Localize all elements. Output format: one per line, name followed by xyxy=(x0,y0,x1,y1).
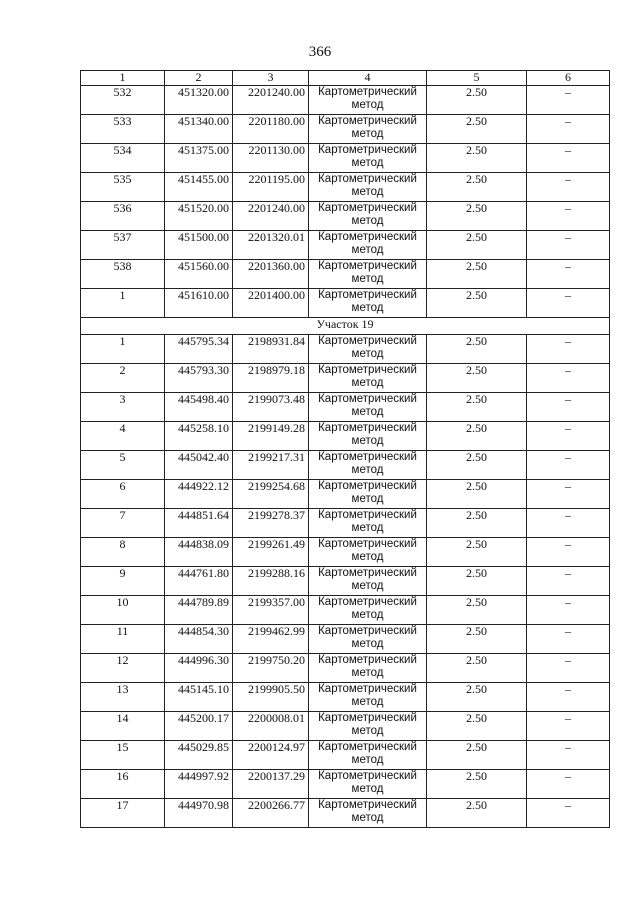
accuracy-cell: 2.50 xyxy=(427,260,527,289)
y-coordinate-cell: 2201180.00 xyxy=(233,115,309,144)
accuracy-cell: 2.50 xyxy=(427,144,527,173)
point-number-cell: 15 xyxy=(81,741,165,770)
x-coordinate-cell: 445795.34 xyxy=(165,335,233,364)
x-coordinate-cell: 445200.17 xyxy=(165,712,233,741)
accuracy-cell: 2.50 xyxy=(427,335,527,364)
method-cell: Картометрический метод xyxy=(309,683,427,712)
y-coordinate-cell: 2199261.49 xyxy=(233,538,309,567)
accuracy-cell: 2.50 xyxy=(427,741,527,770)
table-row xyxy=(81,173,610,202)
note-cell: – xyxy=(527,770,610,799)
x-coordinate-cell: 451455.00 xyxy=(165,173,233,202)
note-cell: – xyxy=(527,115,610,144)
table-row xyxy=(81,567,610,596)
table-row xyxy=(81,86,610,115)
note-cell: – xyxy=(527,202,610,231)
y-coordinate-cell: 2201240.00 xyxy=(233,86,309,115)
y-coordinate-cell: 2200008.01 xyxy=(233,712,309,741)
point-number-cell: 11 xyxy=(81,625,165,654)
note-cell: – xyxy=(527,799,610,828)
point-number-cell: 16 xyxy=(81,770,165,799)
method-cell: Картометрический метод xyxy=(309,509,427,538)
note-cell: – xyxy=(527,364,610,393)
accuracy-cell: 2.50 xyxy=(427,770,527,799)
point-number-cell: 8 xyxy=(81,538,165,567)
x-coordinate-cell: 444838.09 xyxy=(165,538,233,567)
section-title: Участок 19 xyxy=(81,318,610,335)
note-cell: – xyxy=(527,509,610,538)
table-row xyxy=(81,741,610,770)
method-cell: Картометрический метод xyxy=(309,770,427,799)
section-row xyxy=(81,318,610,335)
note-cell: – xyxy=(527,625,610,654)
y-coordinate-cell: 2199254.68 xyxy=(233,480,309,509)
y-coordinate-cell: 2199278.37 xyxy=(233,509,309,538)
note-cell: – xyxy=(527,596,610,625)
table-row xyxy=(81,625,610,654)
y-coordinate-cell: 2201320.01 xyxy=(233,231,309,260)
point-number-cell: 9 xyxy=(81,567,165,596)
table-row xyxy=(81,712,610,741)
note-cell: – xyxy=(527,683,610,712)
method-cell: Картометрический метод xyxy=(309,625,427,654)
y-coordinate-cell: 2199288.16 xyxy=(233,567,309,596)
method-cell: Картометрический метод xyxy=(309,741,427,770)
table-row xyxy=(81,451,610,480)
accuracy-cell: 2.50 xyxy=(427,86,527,115)
accuracy-cell: 2.50 xyxy=(427,625,527,654)
note-cell: – xyxy=(527,86,610,115)
method-cell: Картометрический метод xyxy=(309,231,427,260)
accuracy-cell: 2.50 xyxy=(427,799,527,828)
method-cell: Картометрический метод xyxy=(309,712,427,741)
method-cell: Картометрический метод xyxy=(309,202,427,231)
table-row xyxy=(81,654,610,683)
y-coordinate-cell: 2198979.18 xyxy=(233,364,309,393)
x-coordinate-cell: 444761.80 xyxy=(165,567,233,596)
y-coordinate-cell: 2199357.00 xyxy=(233,596,309,625)
point-number-cell: 535 xyxy=(81,173,165,202)
note-cell: – xyxy=(527,451,610,480)
accuracy-cell: 2.50 xyxy=(427,509,527,538)
x-coordinate-cell: 445145.10 xyxy=(165,683,233,712)
x-coordinate-cell: 451500.00 xyxy=(165,231,233,260)
x-coordinate-cell: 451375.00 xyxy=(165,144,233,173)
note-cell: – xyxy=(527,567,610,596)
y-coordinate-cell: 2199462.99 xyxy=(233,625,309,654)
point-number-cell: 536 xyxy=(81,202,165,231)
accuracy-cell: 2.50 xyxy=(427,596,527,625)
point-number-cell: 534 xyxy=(81,144,165,173)
header-cell: 5 xyxy=(427,71,527,86)
point-number-cell: 3 xyxy=(81,393,165,422)
note-cell: – xyxy=(527,480,610,509)
point-number-cell: 1 xyxy=(81,289,165,318)
x-coordinate-cell: 445029.85 xyxy=(165,741,233,770)
method-cell: Картометрический метод xyxy=(309,596,427,625)
y-coordinate-cell: 2199905.50 xyxy=(233,683,309,712)
point-number-cell: 2 xyxy=(81,364,165,393)
method-cell: Картометрический метод xyxy=(309,364,427,393)
note-cell: – xyxy=(527,231,610,260)
x-coordinate-cell: 451610.00 xyxy=(165,289,233,318)
point-number-cell: 10 xyxy=(81,596,165,625)
y-coordinate-cell: 2200137.29 xyxy=(233,770,309,799)
method-cell: Картометрический метод xyxy=(309,799,427,828)
point-number-cell: 537 xyxy=(81,231,165,260)
note-cell: – xyxy=(527,144,610,173)
y-coordinate-cell: 2199073.48 xyxy=(233,393,309,422)
y-coordinate-cell: 2200266.77 xyxy=(233,799,309,828)
point-number-cell: 5 xyxy=(81,451,165,480)
x-coordinate-cell: 445042.40 xyxy=(165,451,233,480)
table-row xyxy=(81,509,610,538)
table-row xyxy=(81,115,610,144)
y-coordinate-cell: 2199149.28 xyxy=(233,422,309,451)
method-cell: Картометрический метод xyxy=(309,335,427,364)
point-number-cell: 12 xyxy=(81,654,165,683)
method-cell: Картометрический метод xyxy=(309,480,427,509)
table-row xyxy=(81,231,610,260)
header-cell: 3 xyxy=(233,71,309,86)
coordinates-table xyxy=(80,70,610,828)
point-number-cell: 532 xyxy=(81,86,165,115)
table-row xyxy=(81,596,610,625)
accuracy-cell: 2.50 xyxy=(427,422,527,451)
method-cell: Картометрический метод xyxy=(309,144,427,173)
point-number-cell: 6 xyxy=(81,480,165,509)
x-coordinate-cell: 451520.00 xyxy=(165,202,233,231)
point-number-cell: 7 xyxy=(81,509,165,538)
header-cell: 1 xyxy=(81,71,165,86)
accuracy-cell: 2.50 xyxy=(427,538,527,567)
method-cell: Картометрический метод xyxy=(309,422,427,451)
table-row xyxy=(81,770,610,799)
x-coordinate-cell: 444996.30 xyxy=(165,654,233,683)
table-row xyxy=(81,202,610,231)
x-coordinate-cell: 444922.12 xyxy=(165,480,233,509)
method-cell: Картометрический метод xyxy=(309,86,427,115)
x-coordinate-cell: 445498.40 xyxy=(165,393,233,422)
accuracy-cell: 2.50 xyxy=(427,231,527,260)
method-cell: Картометрический метод xyxy=(309,567,427,596)
x-coordinate-cell: 444970.98 xyxy=(165,799,233,828)
x-coordinate-cell: 444851.64 xyxy=(165,509,233,538)
point-number-cell: 13 xyxy=(81,683,165,712)
header-cell: 4 xyxy=(309,71,427,86)
y-coordinate-cell: 2199750.20 xyxy=(233,654,309,683)
method-cell: Картометрический метод xyxy=(309,173,427,202)
x-coordinate-cell: 444789.89 xyxy=(165,596,233,625)
table-row xyxy=(81,335,610,364)
method-cell: Картометрический метод xyxy=(309,289,427,318)
table-row xyxy=(81,364,610,393)
y-coordinate-cell: 2198931.84 xyxy=(233,335,309,364)
x-coordinate-cell: 445258.10 xyxy=(165,422,233,451)
x-coordinate-cell: 444997.92 xyxy=(165,770,233,799)
y-coordinate-cell: 2201130.00 xyxy=(233,144,309,173)
accuracy-cell: 2.50 xyxy=(427,683,527,712)
note-cell: – xyxy=(527,260,610,289)
note-cell: – xyxy=(527,393,610,422)
note-cell: – xyxy=(527,538,610,567)
table-row xyxy=(81,422,610,451)
y-coordinate-cell: 2201360.00 xyxy=(233,260,309,289)
x-coordinate-cell: 451340.00 xyxy=(165,115,233,144)
method-cell: Картометрический метод xyxy=(309,260,427,289)
method-cell: Картометрический метод xyxy=(309,393,427,422)
method-cell: Картометрический метод xyxy=(309,115,427,144)
accuracy-cell: 2.50 xyxy=(427,202,527,231)
table-row xyxy=(81,480,610,509)
header-cell: 6 xyxy=(527,71,610,86)
accuracy-cell: 2.50 xyxy=(427,289,527,318)
note-cell: – xyxy=(527,289,610,318)
y-coordinate-cell: 2201240.00 xyxy=(233,202,309,231)
method-cell: Картометрический метод xyxy=(309,538,427,567)
y-coordinate-cell: 2201400.00 xyxy=(233,289,309,318)
y-coordinate-cell: 2200124.97 xyxy=(233,741,309,770)
table-row xyxy=(81,144,610,173)
header-cell: 2 xyxy=(165,71,233,86)
table-row xyxy=(81,538,610,567)
point-number-cell: 533 xyxy=(81,115,165,144)
note-cell: – xyxy=(527,173,610,202)
table-row xyxy=(81,289,610,318)
point-number-cell: 14 xyxy=(81,712,165,741)
point-number-cell: 538 xyxy=(81,260,165,289)
accuracy-cell: 2.50 xyxy=(427,712,527,741)
x-coordinate-cell: 451560.00 xyxy=(165,260,233,289)
point-number-cell: 1 xyxy=(81,335,165,364)
accuracy-cell: 2.50 xyxy=(427,567,527,596)
note-cell: – xyxy=(527,335,610,364)
note-cell: – xyxy=(527,422,610,451)
table-row xyxy=(81,683,610,712)
point-number-cell: 4 xyxy=(81,422,165,451)
table-row xyxy=(81,393,610,422)
header-row xyxy=(81,71,610,86)
note-cell: – xyxy=(527,654,610,683)
page-number: 366 xyxy=(308,44,332,60)
y-coordinate-cell: 2199217.31 xyxy=(233,451,309,480)
accuracy-cell: 2.50 xyxy=(427,480,527,509)
table-row xyxy=(81,799,610,828)
x-coordinate-cell: 451320.00 xyxy=(165,86,233,115)
point-number-cell: 17 xyxy=(81,799,165,828)
y-coordinate-cell: 2201195.00 xyxy=(233,173,309,202)
method-cell: Картометрический метод xyxy=(309,451,427,480)
accuracy-cell: 2.50 xyxy=(427,393,527,422)
note-cell: – xyxy=(527,712,610,741)
x-coordinate-cell: 445793.30 xyxy=(165,364,233,393)
accuracy-cell: 2.50 xyxy=(427,364,527,393)
accuracy-cell: 2.50 xyxy=(427,451,527,480)
note-cell: – xyxy=(527,741,610,770)
table-row xyxy=(81,260,610,289)
x-coordinate-cell: 444854.30 xyxy=(165,625,233,654)
accuracy-cell: 2.50 xyxy=(427,115,527,144)
accuracy-cell: 2.50 xyxy=(427,173,527,202)
accuracy-cell: 2.50 xyxy=(427,654,527,683)
method-cell: Картометрический метод xyxy=(309,654,427,683)
